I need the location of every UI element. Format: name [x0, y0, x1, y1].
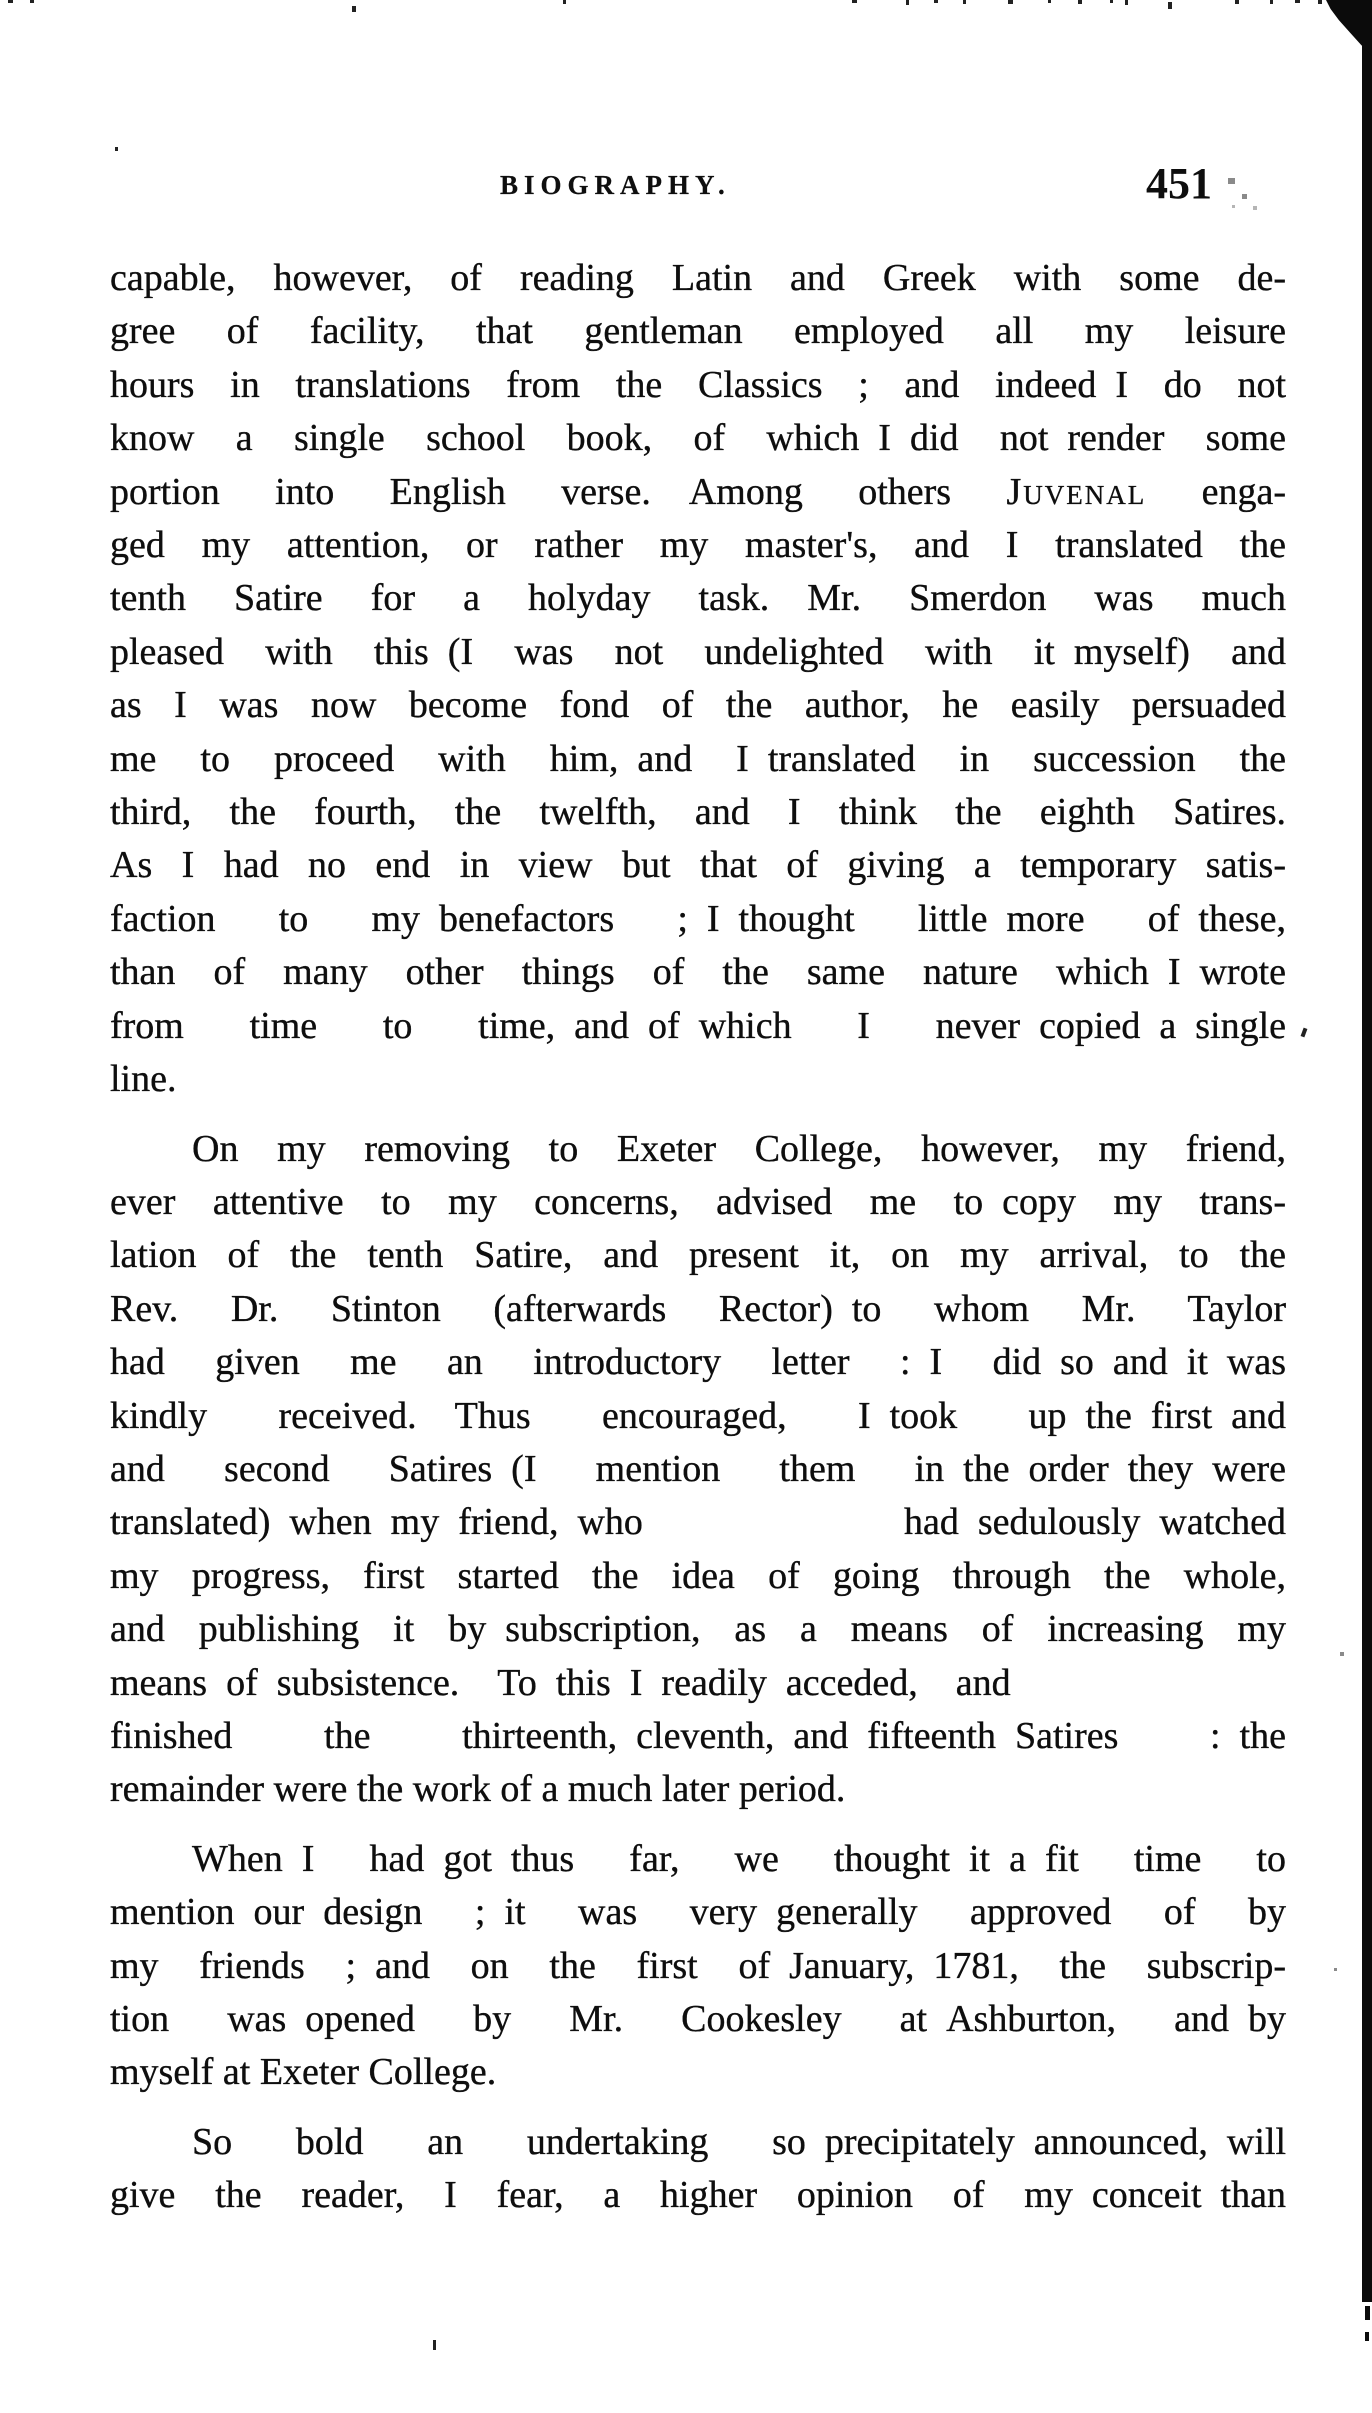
text-line: tenth Satire for a holyday task. Mr. Smerdon was much	[110, 577, 1286, 620]
scan-edge-artifact	[1168, 2, 1172, 9]
scan-corner-top-right	[1326, 0, 1372, 56]
text-line: As I had no end in view but that of giving a temporary satis-	[110, 844, 1286, 887]
text-line: third, the fourth, the twelfth, and I think the eighth Satires.	[110, 791, 1286, 834]
text-line: and second Satires (I mention them in the order they were	[110, 1447, 1286, 1490]
text-line: tion was opened by Mr. Cookesley at Ashburton, and by	[110, 1998, 1286, 2040]
text-line: from time to time, and of which I never copied a single	[110, 1004, 1286, 1047]
paragraph	[110, 1123, 1286, 1817]
text-line: When I had got thus far, we thought it a fit time to	[192, 1837, 1286, 1880]
text-line: line.	[110, 1058, 177, 1101]
text-line: Rev. Dr. Stinton (afterwards Rector) to whom Mr. Taylor	[110, 1287, 1286, 1330]
text-line: my progress, first started the idea of going through the whole,	[110, 1554, 1286, 1597]
text-line: give the reader, I fear, a higher opinion of my conceit than	[110, 2174, 1286, 2217]
text-line: as I was now become fond of the author, he easily persuaded	[110, 684, 1286, 727]
body-text	[110, 252, 1286, 2239]
text-line: hours in translations from the Classics ; and indeed I do not	[110, 363, 1286, 406]
ink-smudge	[1253, 206, 1257, 210]
text-line: lation of the tenth Satire, and present it, on my arrival, to the	[110, 1234, 1286, 1277]
scan-edge-artifact	[1318, 0, 1322, 4]
text-segment: enga-	[1146, 470, 1287, 513]
scan-edge-artifact	[1125, 0, 1128, 5]
text-line: So bold an undertaking so precipitately announced, will	[192, 2120, 1286, 2163]
text-line	[110, 466, 1286, 519]
text-line: ever attentive to my concerns, advised me to copy my trans-	[110, 1180, 1286, 1223]
paragraph	[110, 1833, 1286, 2100]
scan-edge-artifact	[1235, 0, 1239, 4]
ink-speck	[433, 2340, 436, 2350]
text-line: pleased with this (I was not undelighted with it myself) and	[110, 630, 1286, 673]
text-line: capable, however, of reading Latin and Greek with some de-	[110, 257, 1286, 299]
text-line: means of subsistence. To this I readily acceded, and	[110, 1661, 1011, 1704]
text-line: me to proceed with him, and I translated in succession the	[110, 737, 1286, 780]
scan-edge-artifact	[1295, 0, 1300, 3]
text-line: remainder were the work of a much later period.	[110, 1768, 846, 1811]
text-line: than of many other things of the same nature which I wrote	[110, 951, 1286, 994]
text-line: kindly received. Thus encouraged, I took up the first and	[110, 1394, 1286, 1437]
text-segment: portion into English verse. Among others	[110, 470, 1007, 513]
scan-edge-artifact	[8, 0, 13, 3]
text-line: mention our design ; it was very generally approved of by	[110, 1891, 1286, 1934]
text-line: faction to my benefactors ; I thought little more of these,	[110, 897, 1286, 940]
ink-speck	[1340, 1652, 1344, 1656]
scan-edge-artifact	[352, 6, 356, 12]
scan-edge-artifact	[906, 0, 909, 5]
ink-speck	[1301, 1028, 1308, 1038]
ink-speck	[1334, 1968, 1337, 1971]
text-line: finished the thirteenth, cleventh, and fifteenth Satires : the	[110, 1714, 1286, 1757]
scan-edge-artifact	[1270, 0, 1273, 4]
text-line: translated) when my friend, who had sedulously watched	[110, 1501, 1286, 1544]
juvenal-smallcaps: Juvenal	[1006, 470, 1147, 513]
scan-edge-right	[1362, 0, 1372, 2302]
text-line: On my removing to Exeter College, however, my friend,	[192, 1127, 1286, 1170]
text-line: know a single school book, of which I did not render some	[110, 417, 1286, 460]
page-number: 451	[1146, 159, 1212, 208]
paragraph	[110, 252, 1286, 1107]
text-line: and publishing it by subscription, as a means of increasing my	[110, 1608, 1286, 1651]
ink-speck	[115, 147, 118, 151]
text-line: had given me an introductory letter : I did so and it was	[110, 1341, 1286, 1384]
scan-edge-artifact	[852, 0, 857, 3]
scan-edge-artifact	[1048, 0, 1051, 3]
text-line: myself at Exeter College.	[110, 2051, 497, 2094]
running-head-title: BIOGRAPHY.	[500, 170, 731, 200]
scan-edge-artifact	[934, 0, 938, 3]
text-line: gree of facility, that gentleman employed all my leisure	[110, 310, 1286, 353]
scan-edge-artifact	[563, 0, 566, 4]
scan-edge-artifact	[1078, 0, 1082, 4]
paragraph	[110, 2116, 1286, 2223]
scan-edge-artifact	[30, 0, 34, 3]
scan-edge-artifact	[1110, 0, 1113, 3]
ink-smudge	[1228, 178, 1235, 184]
scan-edge-artifact	[1008, 0, 1013, 4]
text-line: my friends ; and on the first of January, 1781, the subscrip-	[110, 1944, 1286, 1987]
scan-edge-artifact	[1365, 2306, 1370, 2320]
scan-edge-artifact	[963, 0, 966, 4]
ink-smudge	[1232, 205, 1235, 208]
text-line: ged my attention, or rather my master's, and I translated the	[110, 524, 1286, 567]
ink-smudge	[1242, 194, 1247, 199]
scan-edge-artifact	[1365, 2332, 1369, 2341]
